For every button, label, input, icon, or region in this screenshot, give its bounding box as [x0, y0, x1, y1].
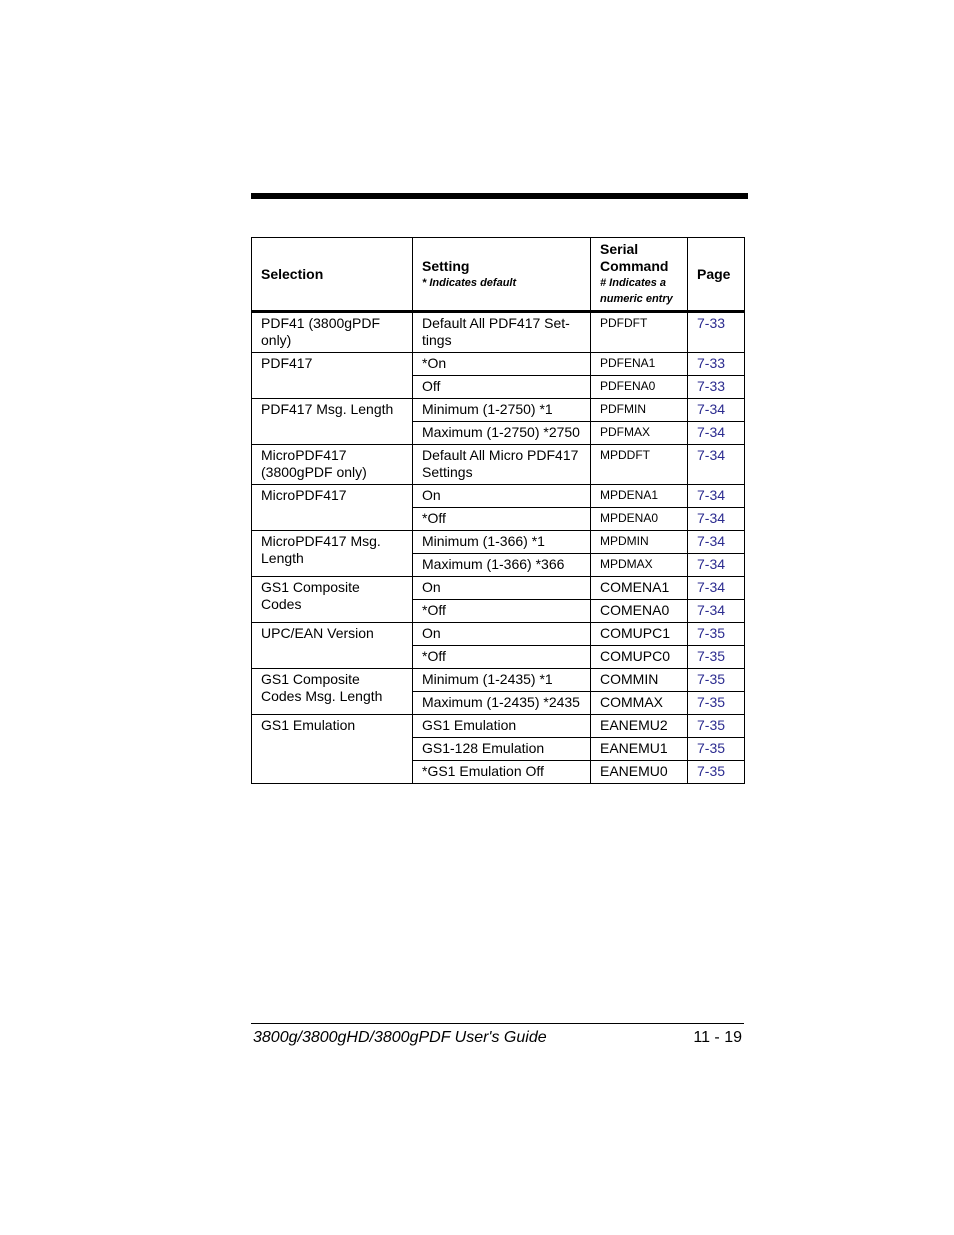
- page-cell[interactable]: [688, 376, 745, 399]
- header-page: Page: [688, 238, 745, 312]
- setting-cell: On: [413, 577, 591, 600]
- setting-cell: On: [413, 623, 591, 646]
- setting-cell: Maximum (1-2435) *2435: [413, 692, 591, 715]
- page-cell[interactable]: [688, 761, 745, 784]
- page-cell[interactable]: [688, 353, 745, 376]
- setting-cell: Off: [413, 376, 591, 399]
- table-row: [252, 669, 745, 692]
- page-cell[interactable]: [688, 692, 745, 715]
- page-cell[interactable]: [688, 531, 745, 554]
- setting-cell: *Off: [413, 646, 591, 669]
- page-link[interactable]: 7-34: [697, 533, 726, 549]
- selection-cell: UPC/EAN Version: [252, 623, 413, 669]
- selection-cell: MicroPDF417: [252, 485, 413, 531]
- page-link[interactable]: 7-33: [697, 355, 726, 371]
- page-link[interactable]: 7-34: [697, 556, 726, 572]
- command-cell: COMMIN: [591, 669, 688, 692]
- page-link[interactable]: 7-35: [697, 694, 726, 710]
- setting-cell: On: [413, 485, 591, 508]
- header-setting: Setting * Indicates default: [413, 238, 591, 312]
- command-cell: EANEMU0: [591, 761, 688, 784]
- selection-cell: GS1 Emulation: [252, 715, 413, 784]
- header-serial-command: Serial Command # Indicates a numeric entry: [591, 238, 688, 312]
- page-cell[interactable]: [688, 669, 745, 692]
- setting-cell: *GS1 Emulation Off: [413, 761, 591, 784]
- page-link[interactable]: 7-35: [697, 671, 726, 687]
- setting-cell: *On: [413, 353, 591, 376]
- setting-cell: GS1 Emulation: [413, 715, 591, 738]
- page-link[interactable]: 7-34: [697, 424, 726, 440]
- setting-cell: Default All PDF417 Set-tings: [413, 312, 591, 353]
- command-cell: COMUPC0: [591, 646, 688, 669]
- page-cell[interactable]: [688, 577, 745, 600]
- settings-table: [251, 237, 745, 784]
- selection-cell: GS1 Composite Codes Msg. Length: [252, 669, 413, 715]
- header-row: [252, 238, 745, 312]
- header-setting-note: * Indicates default: [422, 276, 517, 289]
- command-cell: COMUPC1: [591, 623, 688, 646]
- selection-cell: MicroPDF417 (3800gPDF only): [252, 445, 413, 485]
- command-cell: MPDENA0: [591, 508, 688, 531]
- page-cell[interactable]: [688, 445, 745, 485]
- command-cell: EANEMU2: [591, 715, 688, 738]
- page-link[interactable]: 7-34: [697, 602, 726, 618]
- page-cell[interactable]: [688, 623, 745, 646]
- page-cell[interactable]: [688, 399, 745, 422]
- page-cell[interactable]: [688, 485, 745, 508]
- command-cell: PDFENA1: [591, 353, 688, 376]
- command-cell: MPDMIN: [591, 531, 688, 554]
- selection-cell: GS1 Composite Codes: [252, 577, 413, 623]
- command-cell: MPDDFT: [591, 445, 688, 485]
- page-link[interactable]: 7-34: [697, 487, 726, 503]
- page-cell[interactable]: [688, 738, 745, 761]
- page-link[interactable]: 7-35: [697, 648, 726, 664]
- page-link[interactable]: 7-34: [697, 447, 726, 463]
- page-link[interactable]: 7-35: [697, 740, 726, 756]
- setting-cell: Maximum (1-2750) *2750: [413, 422, 591, 445]
- selection-cell: PDF41 (3800gPDF only): [252, 312, 413, 353]
- setting-cell: Default All Micro PDF417 Settings: [413, 445, 591, 485]
- command-cell: COMENA1: [591, 577, 688, 600]
- setting-cell: *Off: [413, 508, 591, 531]
- setting-cell: Minimum (1-2750) *1: [413, 399, 591, 422]
- page-link[interactable]: 7-34: [697, 510, 726, 526]
- selection-cell: PDF417 Msg. Length: [252, 399, 413, 445]
- header-serial-note: # Indicates a numeric entry: [600, 277, 673, 305]
- selection-cell: MicroPDF417 Msg. Length: [252, 531, 413, 577]
- footer-rule: [251, 1023, 744, 1024]
- footer-guide-title: 3800g/3800gHD/3800gPDF User's Guide: [253, 1029, 547, 1046]
- page-link[interactable]: 7-34: [697, 401, 726, 417]
- command-cell: PDFDFT: [591, 312, 688, 353]
- page-link[interactable]: 7-33: [697, 315, 726, 331]
- setting-cell: Minimum (1-2435) *1: [413, 669, 591, 692]
- page-cell[interactable]: [688, 554, 745, 577]
- table-row: [252, 485, 745, 508]
- table-row: [252, 531, 745, 554]
- table-row: [252, 312, 745, 353]
- table-row: [252, 445, 745, 485]
- header-selection: Selection: [252, 238, 413, 312]
- command-cell: PDFMAX: [591, 422, 688, 445]
- command-cell: COMENA0: [591, 600, 688, 623]
- setting-cell: *Off: [413, 600, 591, 623]
- command-cell: MPDMAX: [591, 554, 688, 577]
- page-cell[interactable]: [688, 422, 745, 445]
- table-row: [252, 353, 745, 376]
- page-link[interactable]: 7-35: [697, 717, 726, 733]
- page-cell[interactable]: [688, 715, 745, 738]
- table-row: [252, 623, 745, 646]
- page-link[interactable]: 7-34: [697, 579, 726, 595]
- command-cell: PDFMIN: [591, 399, 688, 422]
- table-row: [252, 715, 745, 738]
- command-cell: EANEMU1: [591, 738, 688, 761]
- page-link[interactable]: 7-35: [697, 763, 726, 779]
- table-row: [252, 577, 745, 600]
- page-cell[interactable]: [688, 646, 745, 669]
- page-link[interactable]: 7-35: [697, 625, 726, 641]
- setting-cell: Maximum (1-366) *366: [413, 554, 591, 577]
- page-cell[interactable]: [688, 600, 745, 623]
- page-cell[interactable]: [688, 312, 745, 353]
- page-cell[interactable]: [688, 508, 745, 531]
- selection-cell: PDF417: [252, 353, 413, 399]
- setting-cell: GS1-128 Emulation: [413, 738, 591, 761]
- command-cell: MPDENA1: [591, 485, 688, 508]
- command-cell: COMMAX: [591, 692, 688, 715]
- setting-cell: Minimum (1-366) *1: [413, 531, 591, 554]
- command-cell: PDFENA0: [591, 376, 688, 399]
- top-rule: [251, 193, 748, 199]
- footer-page-number: 11 - 19: [693, 1029, 742, 1046]
- table-row: [252, 399, 745, 422]
- page-link[interactable]: 7-33: [697, 378, 726, 394]
